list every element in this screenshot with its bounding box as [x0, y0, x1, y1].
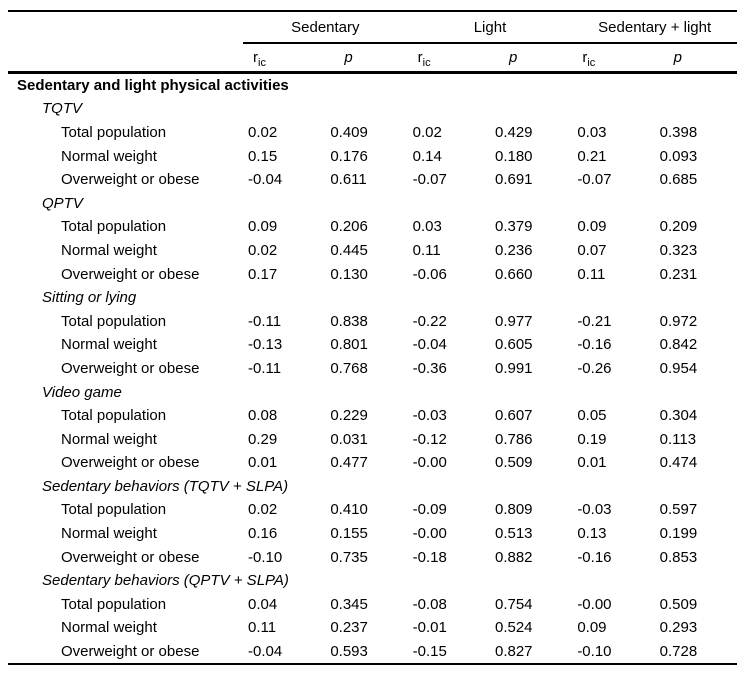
- cell-value: 0.29: [248, 430, 278, 448]
- cell-value: 0.293: [659, 619, 698, 637]
- cell-value: -0.04: [248, 643, 283, 661]
- cell-value: 0.429: [494, 123, 533, 141]
- row-label: Overweight or obese: [61, 454, 200, 472]
- row-label: Total population: [61, 501, 167, 519]
- cell-value: 0.229: [330, 407, 368, 425]
- cell-value: -0.08: [412, 595, 447, 613]
- table-header: [8, 11, 737, 72]
- cell-value: 0.03: [577, 123, 607, 141]
- row-label: Overweight or obese: [61, 359, 200, 377]
- subsection-row: [8, 97, 737, 121]
- cell-value: 0.11: [412, 241, 441, 259]
- table-row: [8, 451, 737, 475]
- cell-value: 0.03: [412, 218, 442, 236]
- column-group-sedentary: Sedentary: [243, 11, 408, 43]
- cell-value: 0.02: [412, 123, 442, 141]
- cell-value: 0.597: [659, 501, 698, 519]
- correlation-table: [8, 10, 737, 665]
- table-row: [8, 333, 737, 357]
- cell-value: -0.10: [577, 643, 612, 661]
- cell-value: 0.199: [659, 525, 698, 543]
- cell-value: -0.10: [248, 548, 283, 566]
- cell-value: -0.07: [577, 171, 612, 189]
- cell-value: 0.11: [248, 619, 277, 637]
- cell-value: 0.410: [330, 501, 368, 519]
- cell-value: 0.031: [330, 430, 368, 448]
- cell-value: 0.304: [659, 407, 698, 425]
- cell-value: 0.509: [494, 454, 533, 472]
- ric-subscript: ic: [258, 56, 266, 69]
- subsection-row: [8, 286, 737, 310]
- row-label: Overweight or obese: [61, 643, 200, 661]
- cell-value: 0.176: [330, 147, 368, 165]
- table-row: [8, 357, 737, 381]
- row-label: Total population: [61, 407, 167, 425]
- table-row: [8, 309, 737, 333]
- cell-value: -0.12: [412, 430, 447, 448]
- cell-value: -0.36: [412, 359, 447, 377]
- row-label: Total population: [61, 218, 167, 236]
- table-row: [8, 404, 737, 428]
- cell-value: -0.07: [412, 171, 447, 189]
- cell-value: 0.691: [494, 171, 533, 189]
- cell-value: 0.02: [248, 123, 278, 141]
- cell-value: -0.16: [577, 548, 612, 566]
- cell-value: 0.07: [577, 241, 607, 259]
- cell-value: 0.853: [659, 548, 698, 566]
- cell-value: 0.180: [494, 147, 533, 165]
- cell-value: -0.11: [248, 359, 282, 377]
- cell-value: -0.26: [577, 359, 612, 377]
- row-label: Total population: [61, 312, 167, 330]
- cell-value: -0.04: [412, 336, 447, 354]
- subsection-row: [8, 569, 737, 593]
- section-label: Sedentary and light physical activities: [17, 76, 289, 94]
- cell-value: 0.735: [330, 548, 368, 566]
- cell-value: 0.754: [494, 595, 533, 613]
- cell-value: 0.728: [659, 643, 698, 661]
- cell-value: -0.15: [412, 643, 447, 661]
- cell-value: -0.22: [412, 312, 447, 330]
- subsection-row: [8, 191, 737, 215]
- cell-value: -0.16: [577, 336, 612, 354]
- cell-value: 0.231: [659, 265, 698, 283]
- cell-value: 0.977: [494, 312, 533, 330]
- cell-value: 0.768: [330, 359, 368, 377]
- cell-value: -0.00: [577, 595, 612, 613]
- cell-value: 0.130: [330, 265, 368, 283]
- table-row: [8, 121, 737, 145]
- cell-value: -0.00: [412, 525, 447, 543]
- column-header-ric: [408, 43, 490, 72]
- cell-value: 0.113: [659, 430, 697, 448]
- cell-value: -0.11: [248, 312, 282, 330]
- table-row: [8, 616, 737, 640]
- cell-value: -0.00: [412, 454, 447, 472]
- table-row: [8, 498, 737, 522]
- cell-value: 0.842: [659, 336, 698, 354]
- cell-value: 0.524: [494, 619, 533, 637]
- cell-value: 0.09: [577, 218, 607, 236]
- column-header-p: p: [655, 43, 737, 72]
- row-label: Overweight or obese: [61, 265, 200, 283]
- column-header-ric: [572, 43, 654, 72]
- cell-value: 0.14: [412, 147, 442, 165]
- cell-value: 0.16: [248, 525, 278, 543]
- ric-subscript: ic: [587, 56, 596, 69]
- subsection-label: Video game: [42, 383, 122, 401]
- cell-value: 0.02: [248, 501, 278, 519]
- row-label: Normal weight: [61, 430, 157, 448]
- paper-page: [0, 10, 745, 680]
- subsection-row: [8, 380, 737, 404]
- cell-value: 0.02: [248, 241, 278, 259]
- cell-value: 0.345: [330, 595, 368, 613]
- table-row: [8, 593, 737, 617]
- cell-value: 0.882: [494, 548, 533, 566]
- ric-symbol: r: [253, 48, 258, 66]
- column-header-ric: [243, 43, 325, 72]
- cell-value: 0.09: [248, 218, 278, 236]
- cell-value: 0.15: [248, 147, 278, 165]
- row-label: Total population: [61, 595, 167, 613]
- cell-value: 0.236: [494, 241, 533, 259]
- cell-value: 0.08: [248, 407, 278, 425]
- row-label: Normal weight: [61, 619, 157, 637]
- cell-value: -0.01: [412, 619, 447, 637]
- subsection-label: Sedentary behaviors (QPTV + SLPA): [42, 572, 289, 590]
- cell-value: 0.972: [659, 312, 698, 330]
- cell-value: 0.786: [494, 430, 533, 448]
- cell-value: -0.13: [248, 336, 283, 354]
- cell-value: 0.477: [330, 454, 368, 472]
- corner-cell: [8, 43, 243, 72]
- cell-value: 0.155: [330, 525, 368, 543]
- cell-value: 0.206: [330, 218, 368, 236]
- ric-symbol: r: [582, 48, 588, 66]
- cell-value: 0.13: [577, 525, 607, 543]
- column-subheader-row: [8, 43, 737, 72]
- row-label: Overweight or obese: [61, 548, 200, 566]
- cell-value: 0.827: [494, 643, 533, 661]
- cell-value: 0.685: [659, 171, 698, 189]
- subsection-label: QPTV: [42, 194, 83, 212]
- subsection-label: Sedentary behaviors (TQTV + SLPA): [42, 477, 289, 495]
- table-row: [8, 215, 737, 239]
- column-header-p: p: [490, 43, 572, 72]
- subsection-row: [8, 475, 737, 499]
- column-group-row: [8, 11, 737, 43]
- cell-value: 0.607: [494, 407, 533, 425]
- cell-value: -0.03: [412, 407, 447, 425]
- cell-value: 0.838: [330, 312, 368, 330]
- row-label: Normal weight: [61, 241, 157, 259]
- cell-value: -0.18: [412, 548, 447, 566]
- table-row: [8, 262, 737, 286]
- cell-value: 0.01: [248, 454, 278, 472]
- cell-value: 0.513: [494, 525, 533, 543]
- cell-value: 0.11: [577, 265, 606, 283]
- table-row: [8, 239, 737, 263]
- table-row: [8, 168, 737, 192]
- cell-value: 0.809: [494, 501, 533, 519]
- column-header-p: p: [325, 43, 407, 72]
- cell-value: 0.09: [577, 619, 607, 637]
- cell-value: -0.06: [412, 265, 447, 283]
- cell-value: 0.954: [659, 359, 698, 377]
- cell-value: 0.605: [494, 336, 533, 354]
- cell-value: 0.991: [494, 359, 533, 377]
- table-row: [8, 144, 737, 168]
- cell-value: 0.801: [330, 336, 368, 354]
- table-row: [8, 427, 737, 451]
- table-row: [8, 640, 737, 665]
- cell-value: 0.209: [659, 218, 698, 236]
- cell-value: -0.03: [577, 501, 612, 519]
- ric-symbol: r: [417, 48, 423, 66]
- row-label: Normal weight: [61, 525, 157, 543]
- table-body: [8, 72, 737, 664]
- row-label: Overweight or obese: [61, 171, 200, 189]
- cell-value: 0.509: [659, 595, 698, 613]
- cell-value: 0.237: [330, 619, 368, 637]
- cell-value: 0.409: [330, 123, 368, 141]
- column-group-light: Light: [408, 11, 573, 43]
- cell-value: 0.323: [659, 241, 698, 259]
- subsection-label: TQTV: [42, 100, 82, 118]
- cell-value: 0.21: [577, 147, 607, 165]
- ric-subscript: ic: [422, 56, 431, 69]
- row-label: Total population: [61, 123, 167, 141]
- cell-value: 0.01: [577, 454, 607, 472]
- row-label: Normal weight: [61, 147, 157, 165]
- corner-cell: [8, 11, 243, 43]
- cell-value: 0.593: [330, 643, 368, 661]
- cell-value: 0.093: [659, 147, 698, 165]
- cell-value: -0.21: [577, 312, 612, 330]
- cell-value: 0.19: [577, 430, 607, 448]
- subsection-label: Sitting or lying: [42, 289, 137, 307]
- cell-value: 0.474: [659, 454, 698, 472]
- cell-value: 0.611: [330, 171, 367, 189]
- column-group-sedentary-light: Sedentary + light: [572, 11, 737, 43]
- cell-value: 0.17: [248, 265, 278, 283]
- cell-value: -0.04: [248, 171, 283, 189]
- cell-value: 0.04: [248, 595, 278, 613]
- cell-value: -0.09: [412, 501, 447, 519]
- table-row: [8, 545, 737, 569]
- cell-value: 0.445: [330, 241, 368, 259]
- cell-value: 0.379: [494, 218, 533, 236]
- row-label: Normal weight: [61, 336, 157, 354]
- section-row: [8, 72, 737, 97]
- cell-value: 0.398: [659, 123, 698, 141]
- table-row: [8, 522, 737, 546]
- cell-value: 0.05: [577, 407, 607, 425]
- cell-value: 0.660: [494, 265, 533, 283]
